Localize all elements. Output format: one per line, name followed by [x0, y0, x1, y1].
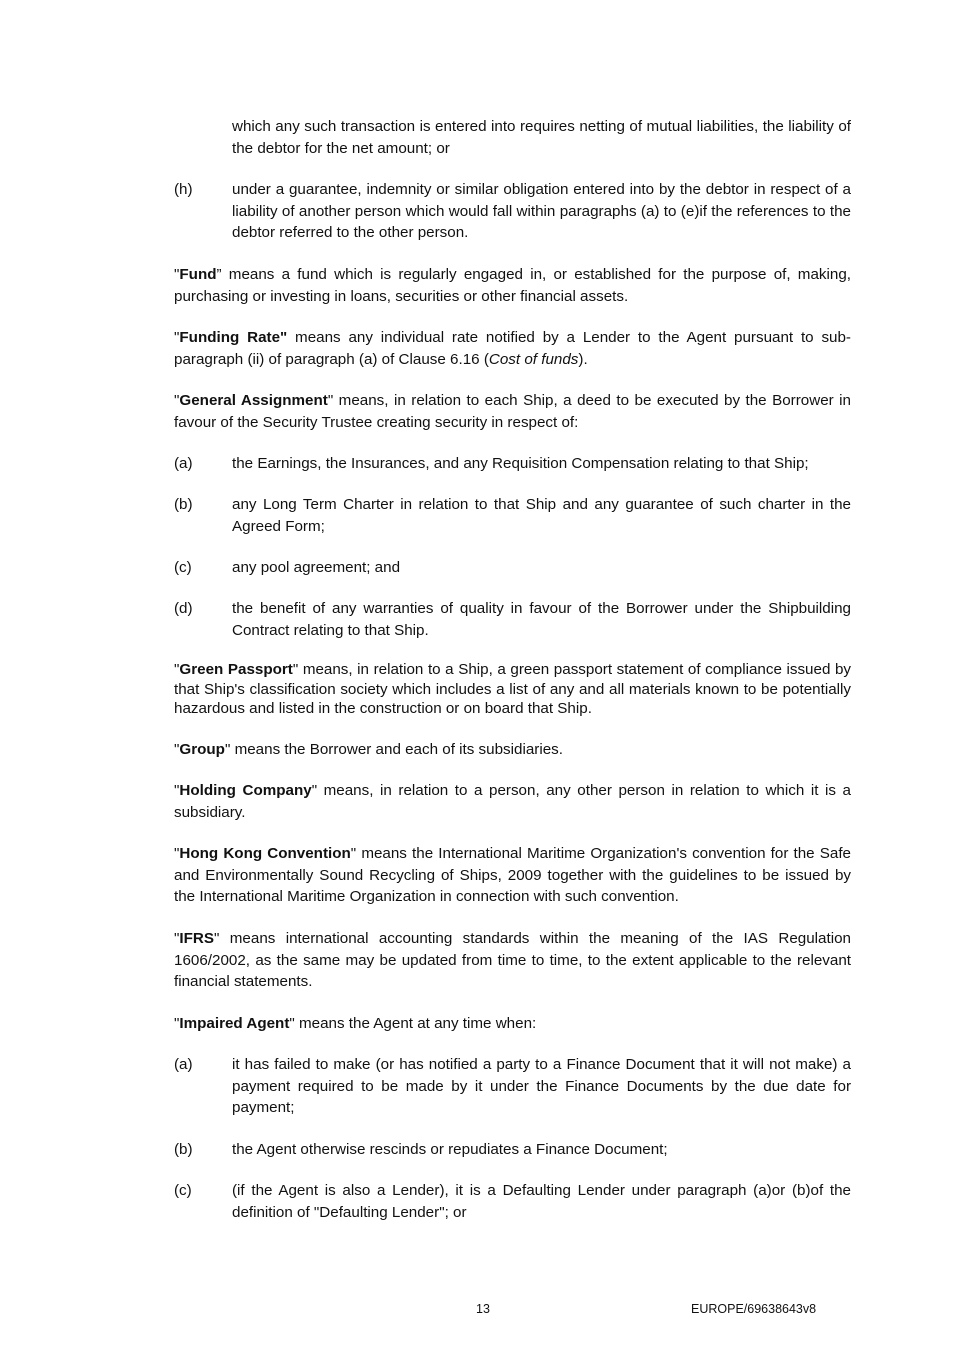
- definition-hong-kong-convention: "Hong Kong Convention" means the International Maritime Organization's convention for the Safe and Environmentally Sound Recycling of Ships, 2009 together with the guidelines to be issued by the International Maritime Organization in connection with such convention.: [174, 845, 852, 905]
- list-item: (d) the benefit of any warranties of quality in favour of the Borrower under the Shipbuilding Contract relating to that Ship.: [174, 600, 851, 639]
- definition-fund: "Fund” means a fund which is regularly engaged in, or established for the purpose of, making, purchasing or investing in loans, securities or other financial assets.: [174, 266, 851, 305]
- definition-funding-rate: "Funding Rate" means any individual rate notified by a Lender to the Agent pursuant to sub-paragraph (ii) of paragraph (a) of Clause 6.16 (Cost of funds).: [174, 329, 851, 368]
- continuation-text: which any such transaction is entered into requires netting of mutual liabilities, the liability of the debtor for the net amount; or: [232, 118, 851, 157]
- definition-general-assignment: "General Assignment" means, in relation to each Ship, a deed to be executed by the Borrower in favour of the Security Trustee creating security in respect of:: [174, 392, 852, 431]
- defined-term: Fund: [179, 266, 217, 283]
- document-reference: EUROPE/69638643v8: [691, 1302, 817, 1316]
- list-item-h: [174, 179, 851, 244]
- item-label: (h): [174, 181, 193, 198]
- defined-term: General Assignment: [179, 392, 328, 409]
- defined-term: IFRS: [179, 930, 215, 947]
- defined-term: Funding Rate": [179, 329, 288, 346]
- list-item: (b) any Long Term Charter in relation to that Ship and any guarantee of such charter in the Agreed Form;: [174, 496, 851, 535]
- defined-term: Green Passport: [179, 661, 293, 678]
- list-item: (c) any pool agreement; and: [174, 559, 401, 576]
- definition-green-passport: "Green Passport" means, in relation to a Ship, a green passport statement of compliance issued by that Ship's classification society which includes a list of any and all materials known to be potentially hazardous and listed in the construction or on board that Ship.: [174, 661, 851, 717]
- defined-term: Group: [179, 741, 225, 758]
- definition-holding-company: "Holding Company" means, in relation to a person, any other person in relation to which it is a subsidiary.: [174, 782, 851, 821]
- definition-impaired-agent: "Impaired Agent" means the Agent at any time when:: [174, 1015, 537, 1032]
- list-item: (a) the Earnings, the Insurances, and any Requisition Compensation relating to that Ship;: [174, 455, 809, 472]
- item-text: under a guarantee, indemnity or similar obligation entered into by the debtor in respect of a liability of another person which would fall within paragraphs (a) to (e)if the references to the debtor referred to the other person.: [232, 181, 851, 241]
- list-item: (a) it has failed to make (or has notified a party to a Finance Document that it will not make) a payment required to be made by it under the Finance Documents by the due date for payment;: [174, 1056, 851, 1116]
- list-item: (b) the Agent otherwise rescinds or repudiates a Finance Document;: [174, 1141, 668, 1158]
- page-number: 13: [476, 1302, 490, 1316]
- defined-term: Holding Company: [179, 782, 312, 799]
- definition-ifrs: "IFRS" means international accounting standards within the meaning of the IAS Regulation 1606/2002, as the same may be updated from time to time, to the extent applicable to the relevant financial statements.: [174, 930, 851, 990]
- definition-group: "Group" means the Borrower and each of its subsidiaries.: [174, 741, 563, 758]
- defined-term: Hong Kong Convention: [179, 845, 351, 862]
- list-item: (c) (if the Agent is also a Lender), it is a Defaulting Lender under paragraph (a)or (b)of the definition of "Defaulting Lender"; or: [174, 1182, 851, 1221]
- defined-term: Impaired Agent: [179, 1015, 290, 1032]
